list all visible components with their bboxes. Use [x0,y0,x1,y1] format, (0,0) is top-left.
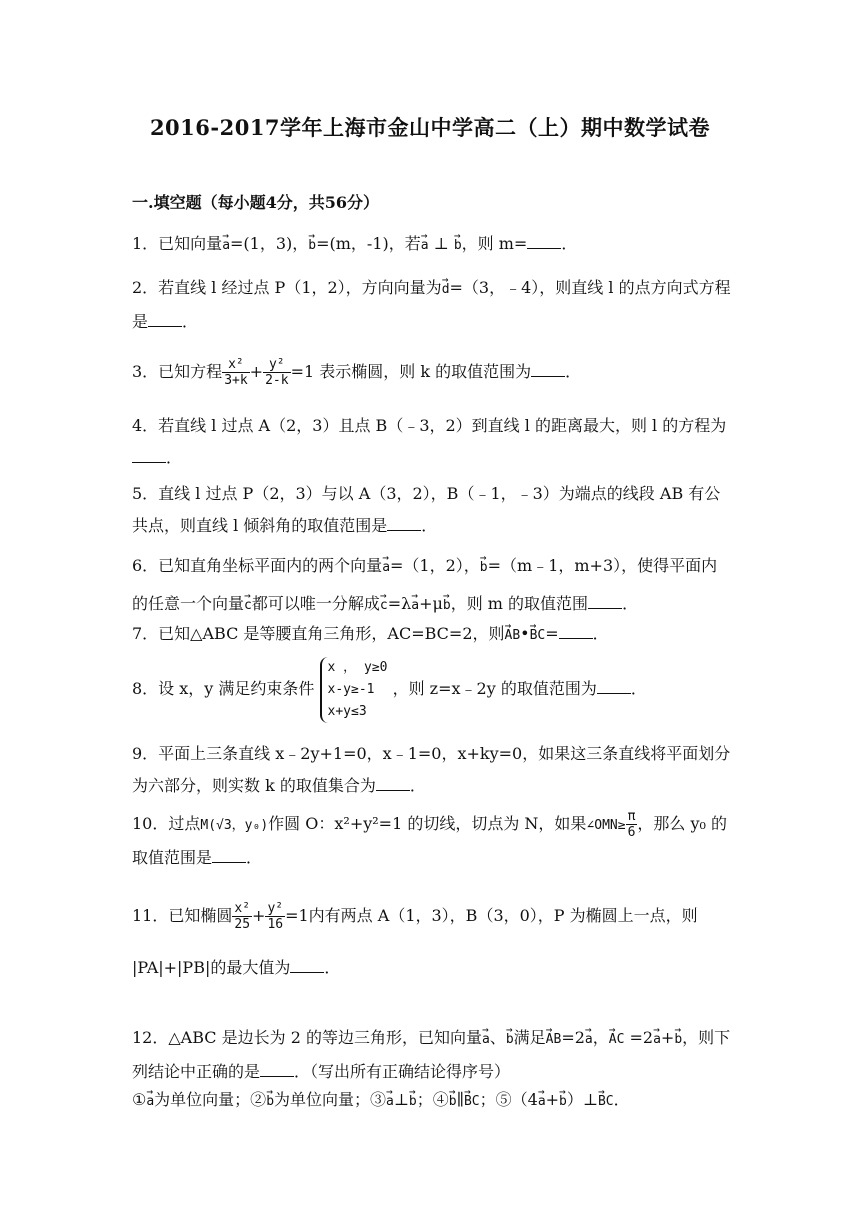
question-11-cont: |PA|+|PB|的最大值为 ． [132,958,341,977]
question-12-options: ①→ a为单位向量；②→ b为单位向量；③→ a⊥→ b；④→ b∥→ BC；⑤（4→ a+→ b）⊥→ BC． [132,1080,732,1118]
answer-blank [260,1062,294,1077]
answer-blank [527,234,561,249]
answer-blank [588,594,622,609]
question-9: 9．平面上三条直线 x﹣2y+1=0，x﹣1=0，x+ky=0，如果这三条直线将平面划分为六部分，则实数 k 的取值集合为 ． [132,744,731,795]
question-6: 6．已知直角坐标平面内的两个向量→ a=（1，2），→ b=（m﹣1，m+3），使得平面内的任意一个向量→ c都可以唯一分解成→ c=λ→ a+μ→ b，则 m 的取值范围 ． [132,546,732,622]
answer-blank [531,362,565,377]
question-7: 7．已知△ABC 是等腰直角三角形，AC=BC=2，则→ AB•→ BC= ． [132,614,732,652]
question-12: 12．△ABC 是边长为 2 的等边三角形，已知向量→ a、→ b满足→ AB=2→ a，→ AC =2→ a+→ b，则下列结论中正确的是 ．（写出所有正确结论得序号） [132,1018,732,1088]
section-heading: 一.填空题（每小题4分，共56分） [132,193,379,212]
answer-blank [559,624,593,639]
question-1: 1．已知向量→ a=(1，3)，→ b=(m，-1)，若→ a ⊥ → b，则 m= ． [132,224,732,262]
question-3: 3．已知方程 $\frac{\text{x²}}{3+k}$ + $\frac{\text{y²}}{2-k}$ =1 表示椭圆，则 k 的取值范围为 ． [132,357,582,388]
question-10: 10．过点M(√3，y₀)作圆 O：x²+y²=1 的切线，切点为 N，如果∠OMN≥ $\frac{\pi}{6}$ ，那么 y₀ 的取值范围是 ． [132,809,728,867]
question-8: 8．设 x，y 满足约束条件 x ， y≥0 x-y≥-1 x+y≤3 ，则 z=x﹣2y 的取值范围为 ． [132,654,732,724]
answer-blank [597,679,631,694]
answer-blank [132,448,166,463]
constraint-system: x ， y≥0 x-y≥-1 x+y≤3 [320,657,388,723]
answer-blank [376,776,410,791]
question-4: 4．若直线 l 过点 A（2，3）且点 B（﹣3，2）到直线 l 的距离最大，则 l 的方程为． [132,416,727,467]
answer-blank [387,516,421,531]
question-5: 5．直线 l 过点 P（2，3）与以 A（3，2），B（﹣1，﹣3）为端点的线段 AB 有公共点，则直线 l 倾斜角的取值范围是 ． [132,484,721,535]
answer-blank [290,958,324,973]
question-2: 2．若直线 l 经过点 P（1，2），方向向量为→ d=（3，﹣4），则直线 l 的点方向式方程是 ． [132,268,732,338]
exam-title: 2016-2017学年上海市金山中学高二（上）期中数学试卷 [149,115,711,140]
answer-blank [212,848,246,863]
answer-blank [148,312,182,327]
question-11: 11．已知椭圆 $\frac{\text{x²}}{25}$ + $\frac{\text{y²}}{16}$ =1内有两点 A（1，3），B（3，0），P 为椭圆上一点，则 [132,901,698,932]
